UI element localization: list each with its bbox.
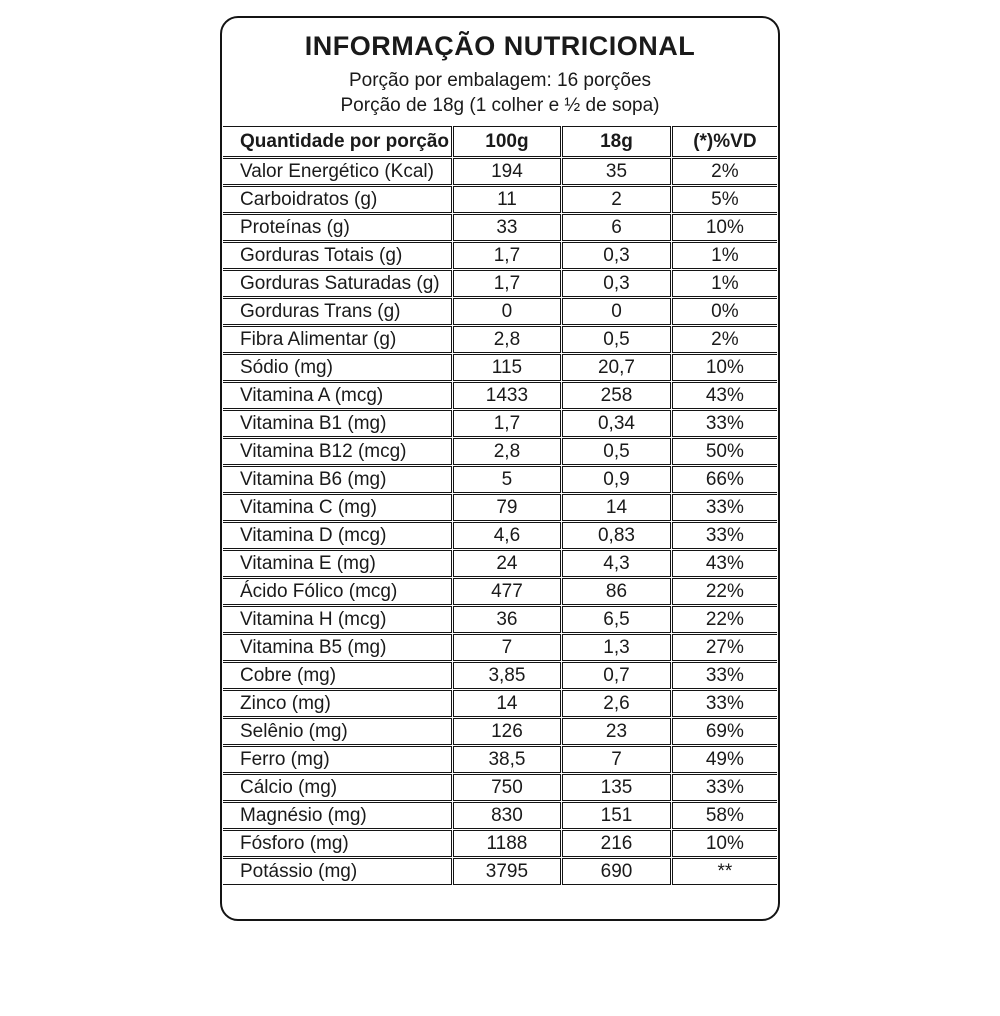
table-row — [223, 214, 777, 241]
nutrient-cell: Magnésio (mg) — [223, 802, 452, 829]
nutrient-cell: Fósforo (mg) — [223, 830, 452, 857]
table-row — [223, 326, 777, 353]
nutrient-cell: Ferro (mg) — [223, 746, 452, 773]
value-18g-cell: 0,5 — [562, 326, 671, 353]
table-row — [223, 634, 777, 661]
value-100g-cell: 5 — [453, 466, 562, 493]
nutrient-cell: Proteínas (g) — [223, 214, 452, 241]
nutrient-cell: Gorduras Trans (g) — [223, 298, 452, 325]
value-vd-cell: 2% — [672, 326, 777, 353]
value-100g-cell: 115 — [453, 354, 562, 381]
nutrient-cell: Vitamina H (mcg) — [223, 606, 452, 633]
table-row — [223, 550, 777, 577]
value-100g-cell: 126 — [453, 718, 562, 745]
value-vd-cell: 58% — [672, 802, 777, 829]
nutrient-cell: Vitamina A (mcg) — [223, 382, 452, 409]
value-vd-cell: 33% — [672, 662, 777, 689]
nutrient-cell: Vitamina E (mg) — [223, 550, 452, 577]
value-18g-cell: 6,5 — [562, 606, 671, 633]
value-100g-cell: 3795 — [453, 858, 562, 885]
value-vd-cell: 33% — [672, 774, 777, 801]
value-100g-cell: 1188 — [453, 830, 562, 857]
value-vd-cell: 33% — [672, 522, 777, 549]
value-18g-cell: 0 — [562, 298, 671, 325]
value-vd-cell: 43% — [672, 550, 777, 577]
serving-size-line: Porção de 18g (1 colher e ½ de sopa) — [340, 95, 660, 116]
value-100g-cell: 750 — [453, 774, 562, 801]
nutrient-cell: Vitamina C (mg) — [223, 494, 452, 521]
nutrient-cell: Vitamina B1 (mg) — [223, 410, 452, 437]
table-row — [223, 774, 777, 801]
column-header-row — [223, 126, 777, 157]
value-18g-cell: 151 — [562, 802, 671, 829]
value-18g-cell: 0,5 — [562, 438, 671, 465]
table-row — [223, 242, 777, 269]
table-row — [223, 858, 777, 885]
label-title: INFORMAÇÃO NUTRICIONAL — [304, 31, 696, 61]
value-100g-cell: 11 — [453, 186, 562, 213]
table-row — [223, 186, 777, 213]
value-vd-cell: 33% — [672, 690, 777, 717]
value-vd-cell: 49% — [672, 746, 777, 773]
label-header — [222, 18, 778, 125]
value-100g-cell: 477 — [453, 578, 562, 605]
column-header-vd: (*)%VD — [672, 126, 777, 157]
value-18g-cell: 14 — [562, 494, 671, 521]
table-row — [223, 158, 777, 185]
value-100g-cell: 24 — [453, 550, 562, 577]
value-100g-cell: 14 — [453, 690, 562, 717]
nutrient-cell: Zinco (mg) — [223, 690, 452, 717]
nutrient-cell: Vitamina B5 (mg) — [223, 634, 452, 661]
nutrient-cell: Gorduras Saturadas (g) — [223, 270, 452, 297]
value-vd-cell: 50% — [672, 438, 777, 465]
column-header-100g: 100g — [453, 126, 562, 157]
table-row — [223, 298, 777, 325]
value-vd-cell: 66% — [672, 466, 777, 493]
nutrient-cell: Potássio (mg) — [223, 858, 452, 885]
nutrition-table-body — [223, 158, 777, 885]
value-18g-cell: 0,3 — [562, 242, 671, 269]
value-18g-cell: 0,34 — [562, 410, 671, 437]
table-row — [223, 354, 777, 381]
value-vd-cell: 10% — [672, 354, 777, 381]
value-vd-cell: 22% — [672, 578, 777, 605]
nutrition-label-panel — [220, 16, 780, 921]
table-row — [223, 578, 777, 605]
value-100g-cell: 1,7 — [453, 270, 562, 297]
value-18g-cell: 216 — [562, 830, 671, 857]
value-18g-cell: 4,3 — [562, 550, 671, 577]
value-18g-cell: 2,6 — [562, 690, 671, 717]
value-18g-cell: 0,3 — [562, 270, 671, 297]
value-18g-cell: 1,3 — [562, 634, 671, 661]
column-header-nutrient: Quantidade por porção — [223, 126, 452, 157]
table-row — [223, 690, 777, 717]
table-row — [223, 494, 777, 521]
value-vd-cell: 33% — [672, 494, 777, 521]
servings-per-package-line: Porção por embalagem: 16 porções — [348, 70, 652, 91]
table-row — [223, 270, 777, 297]
nutrient-cell: Gorduras Totais (g) — [223, 242, 452, 269]
value-18g-cell: 35 — [562, 158, 671, 185]
value-100g-cell: 1,7 — [453, 410, 562, 437]
nutrient-cell: Vitamina B6 (mg) — [223, 466, 452, 493]
nutrient-cell: Selênio (mg) — [223, 718, 452, 745]
table-row — [223, 382, 777, 409]
column-header-18g: 18g — [562, 126, 671, 157]
value-100g-cell: 36 — [453, 606, 562, 633]
value-18g-cell: 86 — [562, 578, 671, 605]
value-vd-cell: 0% — [672, 298, 777, 325]
value-18g-cell: 6 — [562, 214, 671, 241]
value-18g-cell: 0,7 — [562, 662, 671, 689]
table-row — [223, 662, 777, 689]
nutrient-cell: Valor Energético (Kcal) — [223, 158, 452, 185]
value-vd-cell: 1% — [672, 242, 777, 269]
value-100g-cell: 7 — [453, 634, 562, 661]
value-100g-cell: 33 — [453, 214, 562, 241]
table-row — [223, 746, 777, 773]
value-vd-cell: 1% — [672, 270, 777, 297]
value-100g-cell: 1433 — [453, 382, 562, 409]
value-vd-cell: 5% — [672, 186, 777, 213]
value-100g-cell: 2,8 — [453, 438, 562, 465]
table-row — [223, 830, 777, 857]
value-18g-cell: 135 — [562, 774, 671, 801]
table-row — [223, 410, 777, 437]
value-100g-cell: 1,7 — [453, 242, 562, 269]
value-vd-cell: 10% — [672, 830, 777, 857]
nutrient-cell: Carboidratos (g) — [223, 186, 452, 213]
value-100g-cell: 194 — [453, 158, 562, 185]
value-100g-cell: 3,85 — [453, 662, 562, 689]
value-18g-cell: 0,83 — [562, 522, 671, 549]
value-100g-cell: 79 — [453, 494, 562, 521]
value-100g-cell: 38,5 — [453, 746, 562, 773]
value-18g-cell: 23 — [562, 718, 671, 745]
nutrient-cell: Cobre (mg) — [223, 662, 452, 689]
value-vd-cell: 27% — [672, 634, 777, 661]
value-100g-cell: 4,6 — [453, 522, 562, 549]
nutrient-cell: Vitamina D (mcg) — [223, 522, 452, 549]
value-vd-cell: 43% — [672, 382, 777, 409]
nutrient-cell: Fibra Alimentar (g) — [223, 326, 452, 353]
nutrient-cell: Cálcio (mg) — [223, 774, 452, 801]
value-18g-cell: 258 — [562, 382, 671, 409]
table-row — [223, 466, 777, 493]
value-18g-cell: 20,7 — [562, 354, 671, 381]
nutrient-cell: Vitamina B12 (mcg) — [223, 438, 452, 465]
table-row — [223, 802, 777, 829]
value-100g-cell: 0 — [453, 298, 562, 325]
value-vd-cell: 33% — [672, 410, 777, 437]
value-vd-cell: 22% — [672, 606, 777, 633]
value-vd-cell: 2% — [672, 158, 777, 185]
value-100g-cell: 2,8 — [453, 326, 562, 353]
value-18g-cell: 2 — [562, 186, 671, 213]
value-18g-cell: 0,9 — [562, 466, 671, 493]
value-18g-cell: 7 — [562, 746, 671, 773]
nutrient-cell: Ácido Fólico (mcg) — [223, 578, 452, 605]
value-100g-cell: 830 — [453, 802, 562, 829]
table-row — [223, 438, 777, 465]
table-row — [223, 522, 777, 549]
table-row — [223, 606, 777, 633]
value-18g-cell: 690 — [562, 858, 671, 885]
nutrition-table — [222, 125, 778, 886]
value-vd-cell: 10% — [672, 214, 777, 241]
table-row — [223, 718, 777, 745]
value-vd-cell: ** — [672, 858, 777, 885]
nutrient-cell: Sódio (mg) — [223, 354, 452, 381]
value-vd-cell: 69% — [672, 718, 777, 745]
